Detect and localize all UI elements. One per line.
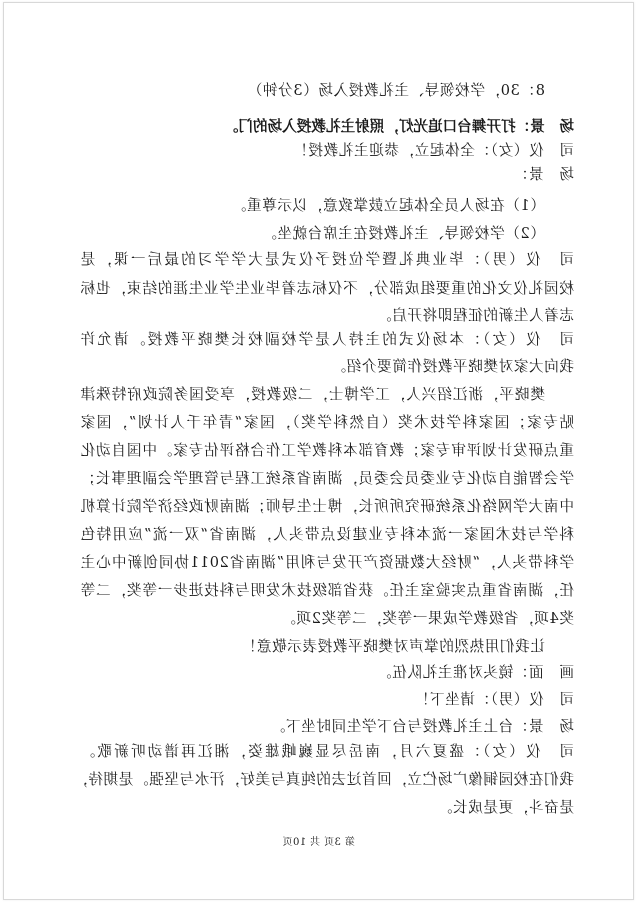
text-line: 中南大学网络化系统研究所所长，博士生导师；湖南财政经济学院计算机 (80, 498, 574, 515)
text-line: 我向大家对樊晓平教授作简要介绍。 (330, 358, 574, 375)
text-line: 8：30，学校领导、主礼教授入场（3分钟） (247, 82, 545, 99)
text-line: 让我们用热烈的掌声对樊晓平教授表示敬意！ (241, 638, 545, 655)
text-line: 画 面：镜头对准主礼队伍。 (376, 664, 574, 681)
page-footer: 第 3页 共 10页 (282, 837, 355, 848)
text-line: 司 仪（男）：毕业典礼暨学位授予仪式是大学学习的最后一课，是 (80, 251, 574, 268)
text-line: 科学与技术国家一流本科专业建设点带头人，湖南省“双一流”应用特色 (80, 526, 574, 543)
text-line: 场 景： (513, 166, 574, 183)
text-line: 司 仪（女）：盛夏六月，南岳尽显巍峨雄姿，湘江再谱动听新歌。 (80, 743, 574, 760)
text-line: 是奋斗，更是成长。 (437, 799, 574, 816)
text-line: 学科带头人，“财经大数据资产开发与利用”湖南省2011协同创新中心主 (80, 554, 574, 571)
text-line: 贴专家；国家科学技术奖（自然科学奖），国家“青年千人计划”，国家 (80, 414, 574, 431)
text-line: 场 景：打开舞台口追光灯，照射主礼教授入场的门。 (223, 118, 574, 135)
text-line: 场 景：台上主礼教授与台下学生同时坐下。 (270, 718, 574, 735)
text-line: 司 仪（女）：全体起立，恭迎主礼教授！ (292, 142, 574, 159)
text-line: 樊晓平，浙江绍兴人，工学博士，二级教授，享受国务院政府特殊津 (80, 386, 545, 403)
text-line: 奖4项，省级教学成果一等奖，二等奖2项。 (280, 610, 574, 627)
text-line: 我们在校园铜像广场伫立，回首过去的纯真与美好，汗水与坚强。是期待， (72, 771, 574, 788)
text-line: 司 仪（男）：请坐下！ (414, 691, 574, 708)
text-line: 任，湖南省重点实验室主任。获省部级技术发明与科技进步一等奖，二等 (80, 582, 574, 599)
text-line: 校园礼仪文化的重要组成部分，不仅标志着毕业生学业生涯的结束，也标 (80, 280, 574, 297)
text-line: （2）学校领导、主礼教授在主席台就坐。 (261, 225, 545, 242)
text-line: （1）在场人员全体起立鼓掌致意，以示尊重。 (231, 197, 545, 214)
text-line: 重点研发计划评审专家；教育部本科教学工作合格评估专家。中国自动化 (80, 442, 574, 459)
document-page (3, 2, 634, 900)
text-line: 志着人生新的征程即将开启。 (376, 307, 574, 324)
text-line: 司 仪（女）：本场仪式的主持人是学校副校长樊晓平教授。请允许 (80, 331, 574, 348)
text-line: 学会智能自动化专业委员会委员，湖南省系统工程与管理学会副理事长； (80, 470, 574, 487)
